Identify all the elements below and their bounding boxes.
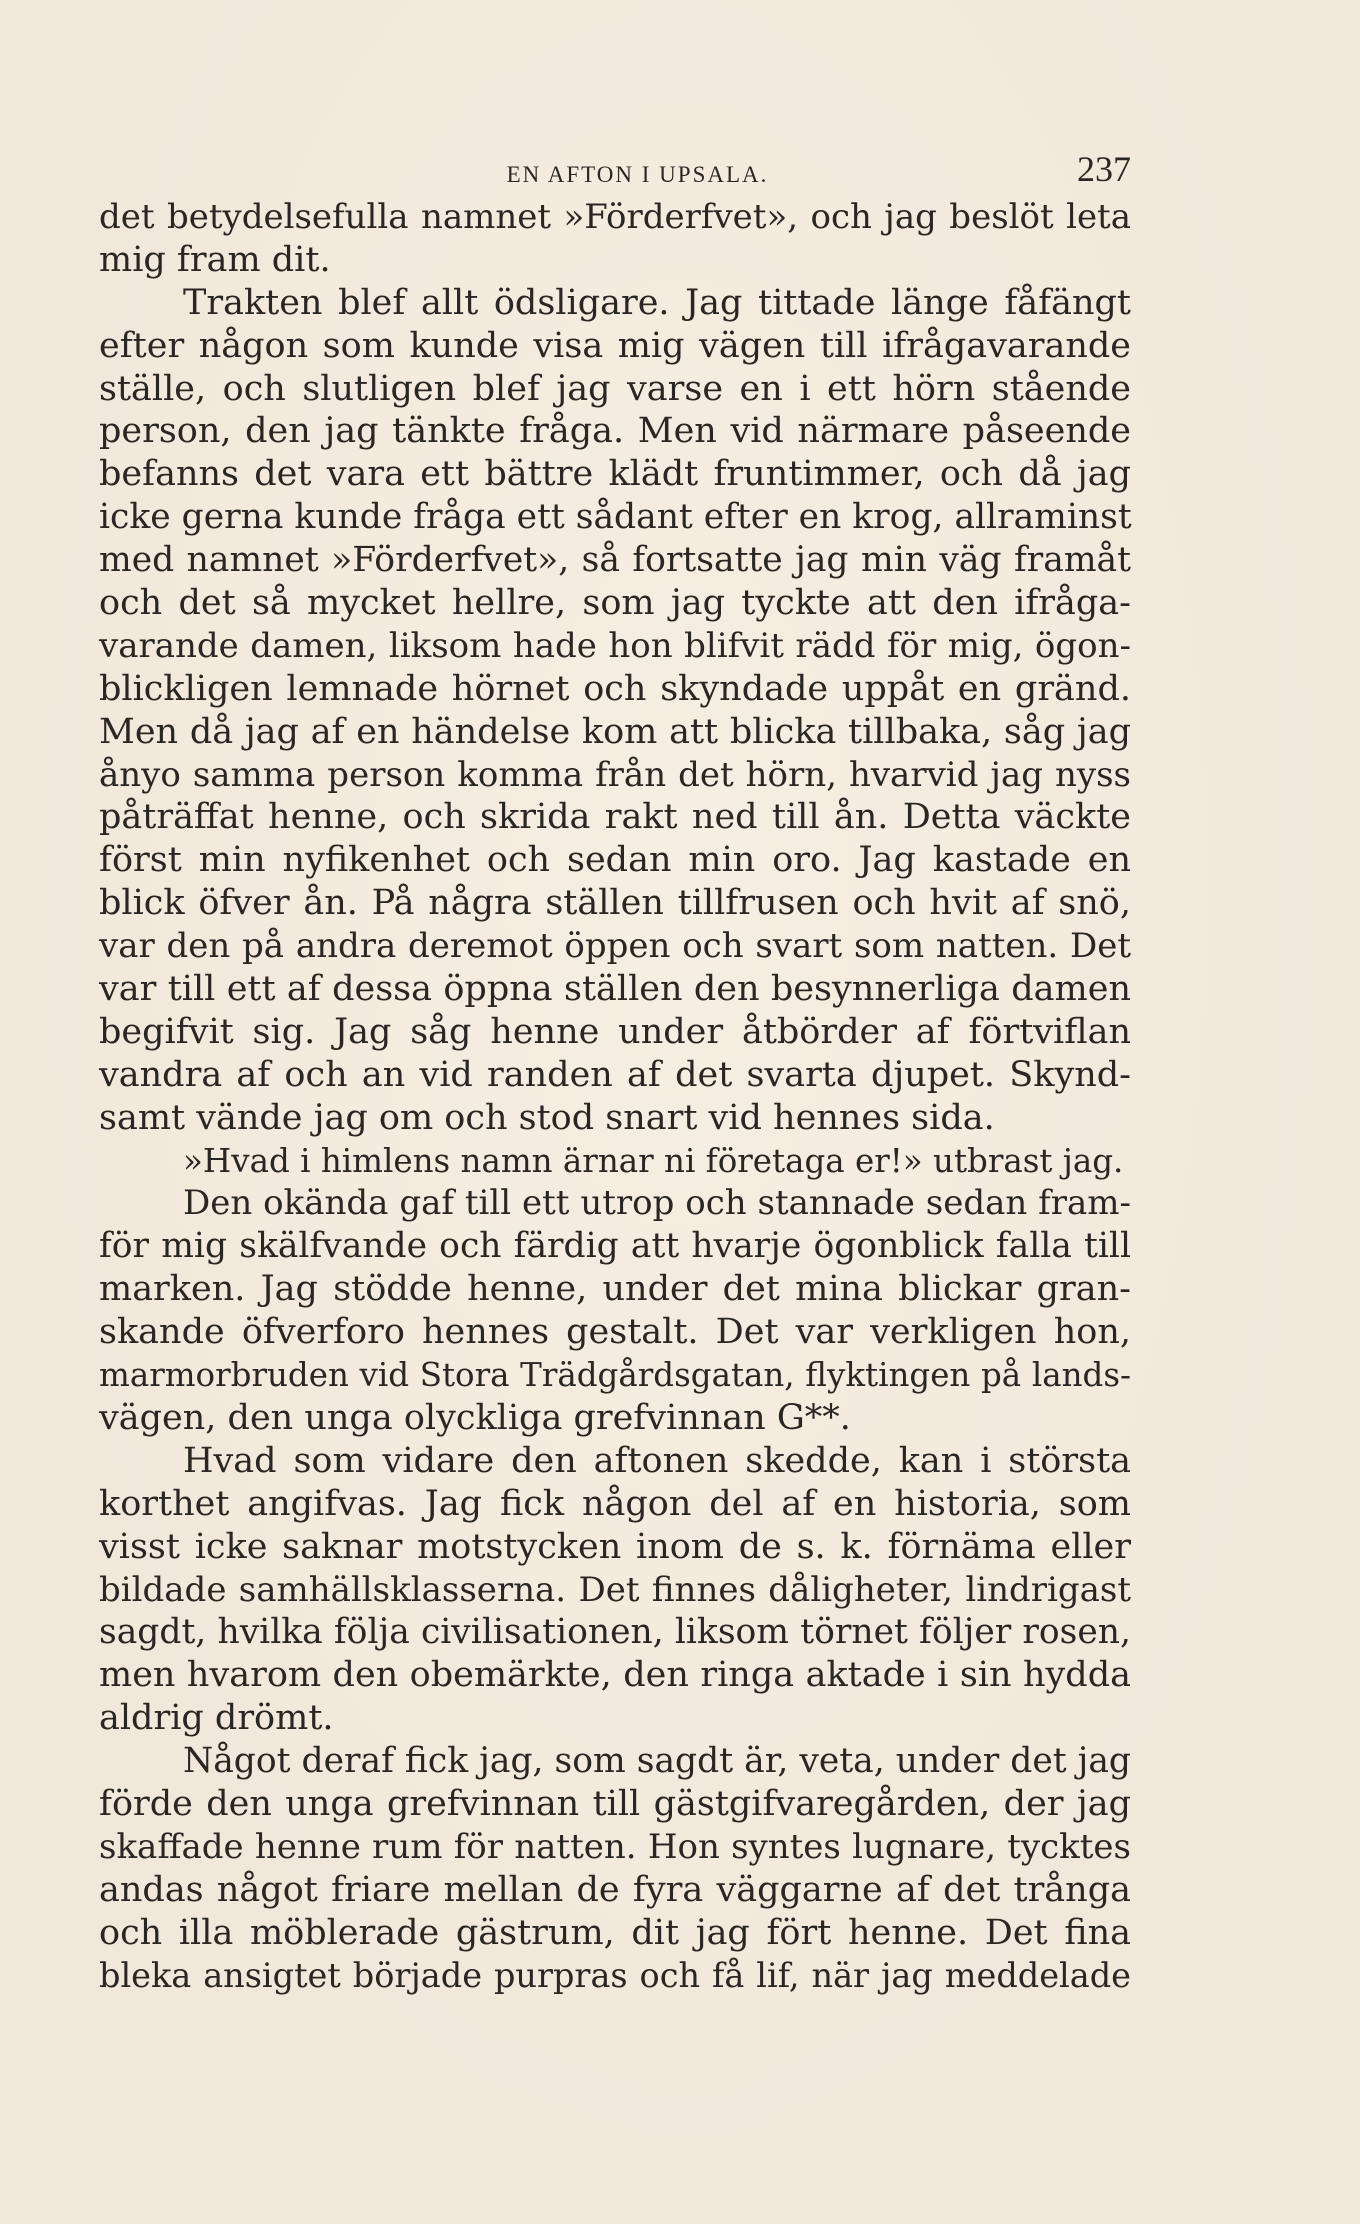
text-line: förde den unga grefvinnan till gästgifvaregården, der jag — [99, 1783, 1131, 1824]
text-line: men hvarom den obemärkte, den ringa aktade i sin hydda — [99, 1655, 1131, 1696]
text-line: det betydelsefulla namnet »Förderfvet», och jag beslöt leta — [99, 197, 1131, 237]
text-line: efter någon som kunde visa mig vägen till ifrågavarande — [99, 325, 1131, 366]
paragraph-start-line: Något deraf fick jag, som sagdt är, veta, under det jag — [183, 1741, 1131, 1782]
text-line: och illa möblerade gästrum, dit jag fört henne. Det fina — [99, 1912, 1131, 1953]
text-line: befanns det vara ett bättre klädt fruntimmer, och då jag — [99, 454, 1131, 495]
text-line: Men då jag af en händelse kom att blicka tillbaka, såg jag — [99, 711, 1131, 752]
text-line: korthet angifvas. Jag fick någon del af en historia, som — [99, 1483, 1131, 1524]
text-line: blick öfver ån. På några ställen tillfrusen och hvit af snö, — [99, 883, 1131, 924]
text-line: blickligen lemnade hörnet och skyndade uppåt en gränd. — [99, 668, 1131, 709]
text-line: vandra af och an vid randen af det svarta djupet. Skynd- — [99, 1054, 1131, 1095]
text-line: vägen, den unga olyckliga grefvinnan G**. — [99, 1397, 851, 1438]
text-line: aldrig drömt. — [99, 1698, 334, 1739]
text-line: ställe, och slutligen blef jag varse en i ett hörn stående — [99, 368, 1131, 409]
text-line: var till ett af dessa öppna ställen den besynnerliga damen — [99, 969, 1131, 1010]
page-number: 237 — [1077, 149, 1131, 189]
text-line: för mig skälfvande och färdig att hvarje ögonblick falla till — [99, 1226, 1131, 1267]
text-line: andas något friare mellan de fyra väggarne af det trånga — [99, 1869, 1131, 1910]
paragraph-start-line: Trakten blef allt ödsligare. Jag tittade länge fåfängt — [183, 282, 1131, 323]
text-line: person, den jag tänkte fråga. Men vid närmare påseende — [99, 411, 1131, 452]
text-line: och det så mycket hellre, som jag tyckte att den ifråga- — [99, 583, 1131, 624]
running-title: EN AFTON I UPSALA. — [506, 162, 769, 187]
text-line: bleka ansigtet började purpras och få lif, när jag meddelade — [99, 1955, 1131, 1995]
paragraph-start-line: Hvad som vidare den aftonen skedde, kan i största — [183, 1440, 1131, 1481]
text-line: med namnet »Förderfvet», så fortsatte jag min väg framåt — [99, 540, 1131, 581]
text-line: bildade samhällsklasserna. Det finnes dåligheter, lindrigast — [99, 1569, 1131, 1610]
text-line: begifvit sig. Jag såg henne under åtbörder af förtviflan — [99, 1011, 1131, 1052]
running-head — [99, 138, 1131, 196]
text-line: marken. Jag stödde henne, under det mina blickar gran- — [99, 1269, 1131, 1310]
body-text — [99, 196, 1131, 1997]
paragraph-start-line: Den okända gaf till ett utrop och stannade sedan fram- — [183, 1183, 1131, 1224]
text-line: visst icke saknar motstycken inom de s. k. förnäma eller — [99, 1526, 1131, 1567]
text-line: marmorbruden vid Stora Trädgårdsgatan, flyktingen på lands- — [99, 1356, 1131, 1395]
text-line: icke gerna kunde fråga ett sådant efter en krog, allraminst — [99, 497, 1132, 538]
paragraph-start-line: »Hvad i himlens namn ärnar ni företaga er!» utbrast jag. — [183, 1141, 1124, 1180]
text-line: samt vände jag om och stod snart vid hennes sida. — [99, 1097, 995, 1138]
text-line: skande öfverforo hennes gestalt. Det var verkligen hon, — [99, 1312, 1131, 1353]
text-line: var den på andra deremot öppen och svart som natten. Det — [99, 926, 1131, 967]
text-line: sagdt, hvilka följa civilisationen, liksom törnet följer rosen, — [99, 1612, 1131, 1653]
text-line: mig fram dit. — [99, 239, 331, 280]
text-block — [99, 138, 1131, 1997]
text-line: varande damen, liksom hade hon blifvit rädd för mig, ögon- — [99, 625, 1131, 666]
text-line: ånyo samma person komma från det hörn, hvarvid jag nyss — [99, 754, 1131, 795]
text-line: påträffat henne, och skrida rakt ned till ån. Detta väckte — [99, 797, 1131, 838]
text-line: skaffade henne rum för natten. Hon syntes lugnare, tycktes — [99, 1826, 1131, 1867]
text-line: först min nyfikenhet och sedan min oro. Jag kastade en — [99, 840, 1131, 881]
